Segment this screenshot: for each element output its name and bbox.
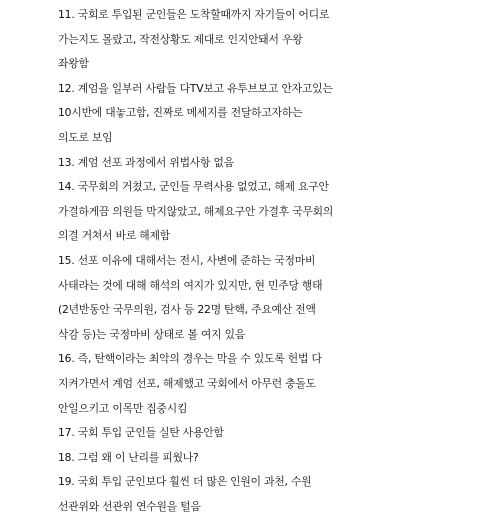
text-line: 안일으키고 이목만 집중시킴 <box>58 401 188 415</box>
text-line: 삭감 등)는 국정마비 상태로 볼 여지 있음 <box>58 327 246 341</box>
text-line: 10시반에 대놓고함, 진짜로 메세지를 전달하고자하는 <box>58 106 303 120</box>
text-line: 18. 그럼 왜 이 난리를 피웠나? <box>58 450 199 464</box>
text-line: 15. 선포 이유에 대해서는 전시, 사변에 준하는 국정마비 <box>58 253 316 267</box>
text-line: 지켜가면서 계엄 선포, 해제했고 국회에서 아무런 충돌도 <box>58 376 316 390</box>
text-line: 가결하게끔 의원들 막지않았고, 해제요구안 가결후 국무회의 <box>58 204 334 218</box>
text-line: 14. 국무회의 거쳤고, 군인들 무력사용 없었고, 해제 요구안 <box>58 180 329 194</box>
text-line: 19. 국회 투입 군인보다 훨씬 더 많은 인원이 과천, 수원 <box>58 475 312 489</box>
text-line: 가는지도 몰랐고, 작전상황도 제대로 인지안돼서 우왕 <box>58 32 303 46</box>
text-line: 좌왕함 <box>58 57 89 71</box>
text-line: 12. 계엄을 일부러 사람들 다TV보고 유투브보고 안자고있는 <box>58 81 333 95</box>
text-line: 16. 즉, 탄핵이라는 최악의 경우는 막을 수 있도록 헌법 다 <box>58 352 322 366</box>
text-line: 의도로 보임 <box>58 130 113 144</box>
text-line: 사태라는 것에 대해 해석의 여지가 있지만, 현 민주당 행태 <box>58 278 323 292</box>
text-line: 의결 거쳐서 바로 해제함 <box>58 229 170 243</box>
text-line: 13. 계엄 선포 과정에서 위법사항 없음 <box>58 155 234 169</box>
text-line: 17. 국회 투입 군인들 실탄 사용안함 <box>58 426 224 440</box>
text-line: (2년반동안 국무의원, 검사 등 22명 탄핵, 주요예산 전액 <box>58 303 316 317</box>
text-line: 선관위와 선관위 연수원을 털음 <box>58 499 201 513</box>
text-line: 11. 국회로 투입된 군인들은 도착할때까지 자기들이 어디로 <box>58 8 330 21</box>
